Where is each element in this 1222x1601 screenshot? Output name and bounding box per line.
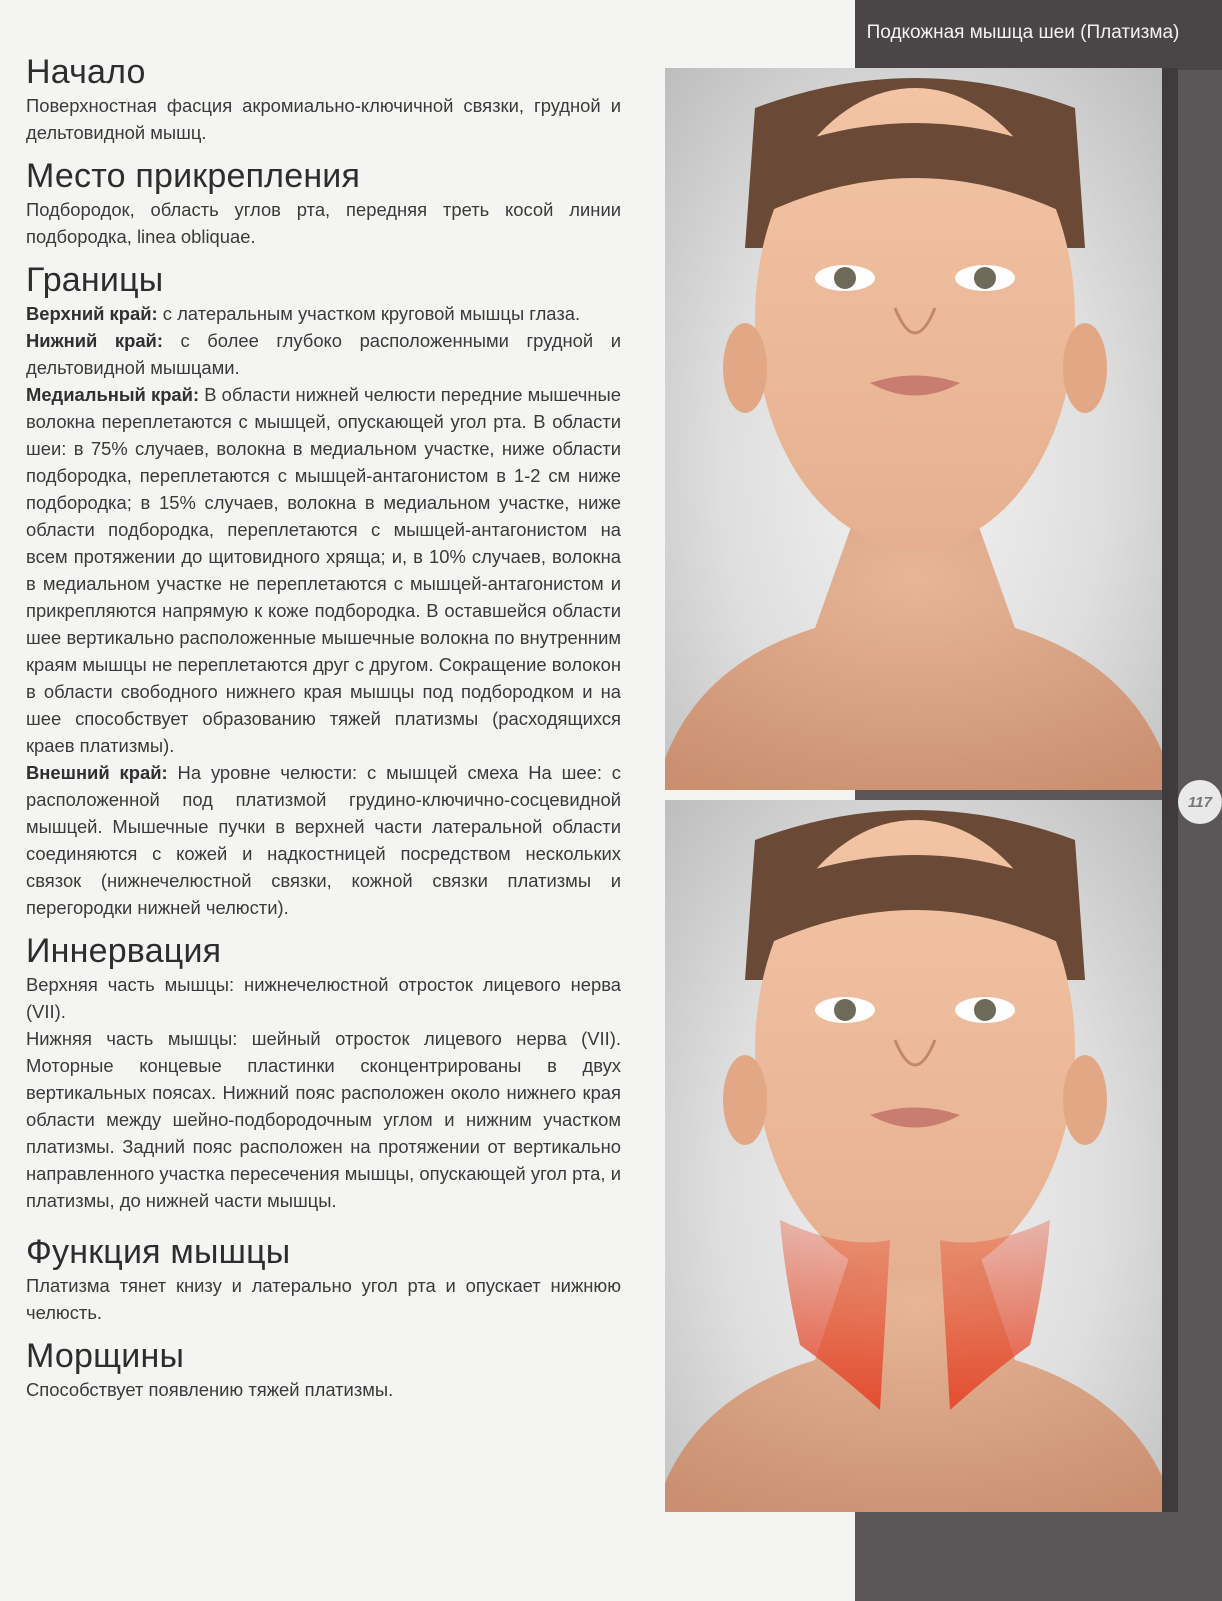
border-lower [26,327,621,381]
text-morshchiny: Способствует появлению тяжей платизмы. [26,1379,394,1400]
photo-face-front [665,68,1162,790]
border-lower-label: Нижний край: [26,330,163,351]
page-number: 117 [1178,780,1222,824]
border-medial-label: Медиальный край: [26,384,200,405]
border-lower-text: с более глубоко расположенными грудной и дельтовидной мышцами. [26,330,621,378]
border-outer [26,759,621,921]
heading-prikreplenie: Место прикрепления [26,157,361,195]
platysma-illustration [665,800,1162,1512]
text-prikreplenie: Подбородок, область углов рта, передняя треть косой линии подбородка, linea obliquae. [26,199,621,247]
heading-funktsiya: Функция мышцы [26,1233,291,1271]
photo-platysma-overlay [665,800,1162,1512]
innervation-lower: Нижняя часть мышцы: шейный отросток лицевого нерва (VII). Моторные концевые пластинки сконцентрированы в двух вертикальных поясах. Нижний пояс расположен около нижнего края области между шейно-подбородочным углом и нижним участком платизмы. Задний пояс расположен на протяжении от вертикально направленного участка пересечения мышцы, опускающей угол рта, и платизмы, до нижней части мышцы. [26,1028,621,1211]
text-funktsiya: Платизма тянет книзу и латерально угол рта и опускает нижнюю челюсть. [26,1275,621,1323]
border-upper [26,300,621,327]
text-nachalo: Поверхностная фасция акромиально-ключичной связки, грудной и дельтовидной мышц. [26,95,621,143]
heading-nachalo: Начало [26,53,146,91]
portrait-illustration [665,68,1162,790]
photo-shadow [1162,68,1178,1512]
innervation-upper: Верхняя часть мышцы: нижнечелюстной отросток лицевого нерва (VII). [26,974,621,1022]
border-medial [26,381,621,759]
border-medial-text: В области нижней челюсти передние мышечные волокна переплетаются с мышцей, опускающей угол рта. В области шеи: в 75% случаев, волокна в медиальном участке, ниже области подбородка, переплетаются с мышцей-антагонистом в 1-2 см ниже подбородка; в 15% случаев, волокна в медиальном участке, ниже области подбородка, переплетаются с мышцей-антагонистом на всем протяжении до щитовидного хряща; и, в 10% случаев, волокна в медиальном участке не переплетаются с мышцей-антагонистом и прикрепляются напрямую к коже подбородка. В оставшейся области шее вертикально расположенные мышечные волокна по внутренним краям мышцы не переплетаются друг с другом. Сокращение волокон в области свободного нижнего края мышцы под подбородком и на шее способствует образованию тяжей платизмы (расходящихся краев платизмы). [26,384,621,756]
heading-innervatsiya: Иннервация [26,932,222,970]
border-upper-label: Верхний край: [26,303,158,324]
text-column [26,52,621,1403]
border-outer-text: На уровне челюсти: с мышцей смеха На шее: с расположенной под платизмой грудино-ключично-сосцевидной мышцей. Мышечные пучки в верхней части латеральной области соединяются с кожей и надкостницей посредством нескольких связок (нижнечелюстной связки, кожной связки платизмы и перегородки нижней челюсти). [26,762,622,918]
border-outer-label: Внешний край: [26,762,168,783]
border-upper-text: с латеральным участком круговой мышцы глаза. [157,303,581,324]
heading-morshchiny: Морщины [26,1337,185,1375]
running-header: Подкожная мышца шеи (Платизма) [866,22,1180,43]
heading-granitsy: Границы [26,261,164,299]
